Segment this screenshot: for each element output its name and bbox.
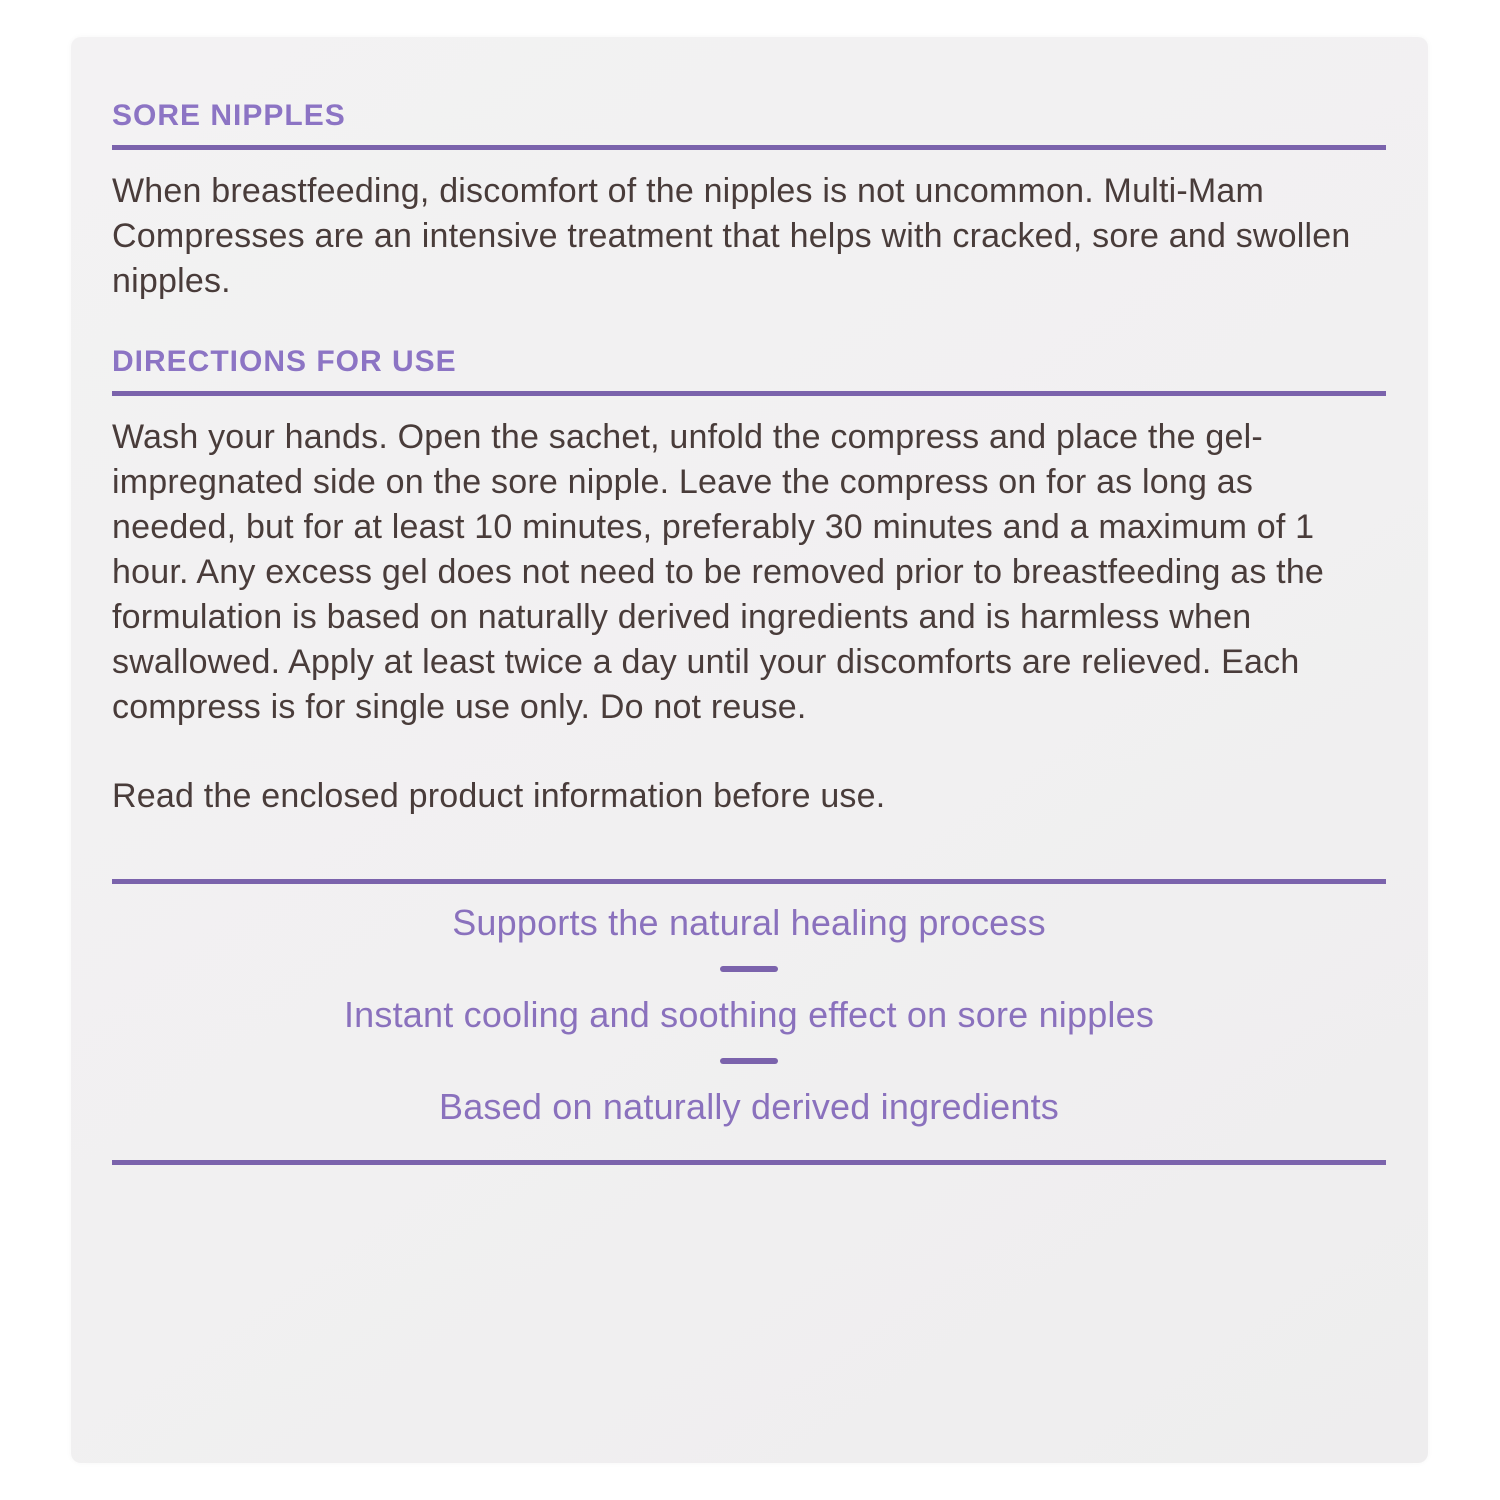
heading-underline: [112, 391, 1386, 396]
product-information-note: Read the enclosed product information before use.: [112, 777, 886, 815]
sore-nipples-heading: SORE NIPPLES: [112, 99, 346, 132]
heading-underline: [112, 145, 1386, 150]
packaging-back-panel: [71, 37, 1428, 1463]
directions-heading: DIRECTIONS FOR USE: [112, 345, 457, 378]
benefit-natural-ingredients: Based on naturally derived ingredients: [439, 1086, 1059, 1127]
benefits-top-rule: [112, 879, 1386, 884]
benefit-cooling: Instant cooling and soothing effect on sore nipples: [343, 994, 1155, 1035]
benefit-separator-dash: [720, 1058, 778, 1064]
section-sore-nipples: [112, 37, 1386, 304]
section-directions: [112, 346, 1386, 819]
benefit-healing: Supports the natural healing process: [452, 902, 1046, 943]
benefit-separator-dash: [720, 966, 778, 972]
benefits-bottom-rule: [112, 1160, 1386, 1165]
directions-paragraph: Wash your hands. Open the sachet, unfold the compress and place the gel-impregnated side on the sore nipple. Leave the compress on for as long as needed, but for at least 10 minutes, preferably 30 minutes and a maximum of 1 hour. Any excess gel does not need to be removed prior to breastfeeding as the formulation is based on naturally derived ingredients and is harmless when swallowed. Apply at least twice a day until your discomforts are relieved. Each compress is for single use only. Do not reuse.: [112, 418, 1325, 726]
sore-nipples-paragraph: When breastfeeding, discomfort of the nipples is not uncommon. Multi-Mam Compresses are an intensive treatment that helps with cracked, sore and swollen nipples.: [112, 172, 1351, 300]
benefits-list: [112, 900, 1386, 1130]
